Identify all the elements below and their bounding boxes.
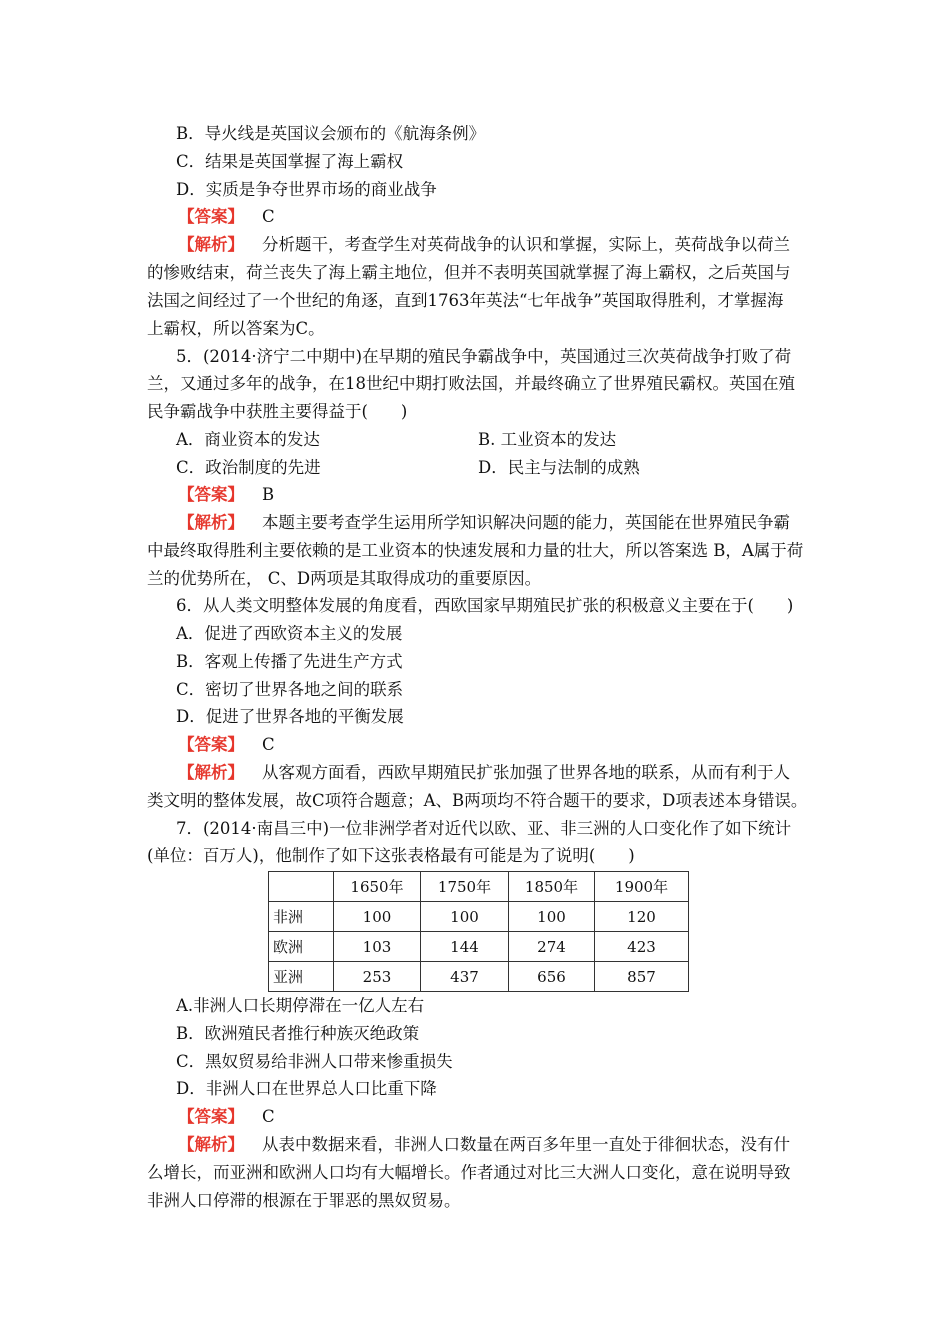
answer-value: C (262, 1107, 275, 1126)
table-header-cell: 1850年 (509, 872, 595, 902)
answer-tag: 【答案】 (178, 207, 244, 226)
q6-answer (178, 731, 838, 759)
table-cell: 437 (421, 962, 509, 992)
q5-stem-line: 兰，又通过多年的战争，在18世纪中期打败法国，并最终确立了世界殖民霸权。英国在殖 (147, 374, 795, 393)
q7-option-b: B．欧洲殖民者推行种族灭绝政策 (176, 1024, 420, 1043)
table-header-cell: 1900年 (595, 872, 689, 902)
q5-analysis-line: 兰的优势所在， C、D两项是其取得成功的重要原因。 (147, 569, 542, 588)
q6-analysis-line (178, 759, 838, 787)
q7-analysis-line (178, 1131, 838, 1159)
q5-answer (178, 481, 838, 509)
q7-option-d: D．非洲人口在世界总人口比重下降 (176, 1079, 437, 1098)
q5-options-row (176, 454, 836, 482)
q5-option-d: D．民主与法制的成熟 (478, 458, 640, 477)
table-row-label: 非洲 (269, 902, 334, 932)
q4-option-d: D．实质是争夺世界市场的商业战争 (176, 180, 437, 199)
q4-analysis-line: 上霸权，所以答案为C。 (147, 319, 325, 338)
answer-value: B (262, 485, 275, 504)
table-header-cell: 1750年 (421, 872, 509, 902)
table-row (269, 902, 689, 932)
table-cell: 103 (334, 932, 421, 962)
q6-option-d: D．促进了世界各地的平衡发展 (176, 707, 404, 726)
q4-option-c: C．结果是英国掌握了海上霸权 (176, 152, 404, 171)
analysis-tag: 【解析】 (178, 763, 244, 782)
q5-stem-line: 民争霸战争中获胜主要得益于( ) (147, 402, 408, 421)
table-cell: 423 (595, 932, 689, 962)
table-cell: 253 (334, 962, 421, 992)
table-cell: 144 (421, 932, 509, 962)
q4-analysis-line: 的惨败结束，荷兰丧失了海上霸主地位，但并不表明英国就掌握了海上霸权，之后英国与 (147, 263, 791, 282)
table-cell: 100 (334, 902, 421, 932)
population-table (268, 871, 689, 992)
q4-analysis-line (178, 231, 838, 259)
analysis-text: 本题主要考查学生运用所学知识解决问题的能力，英国能在世界殖民争霸 (262, 513, 790, 532)
answer-tag: 【答案】 (178, 1107, 244, 1126)
analysis-text: 从表中数据来看，非洲人口数量在两百多年里一直处于徘徊状态，没有什 (262, 1135, 790, 1154)
table-cell: 274 (509, 932, 595, 962)
analysis-tag: 【解析】 (178, 235, 244, 254)
table-header-row (269, 872, 689, 902)
q5-options-row (176, 426, 836, 454)
analysis-tag: 【解析】 (178, 513, 244, 532)
answer-value: C (262, 735, 275, 754)
q7-analysis-line: 么增长，而亚洲和欧洲人口均有大幅增长。作者通过对比三大洲人口变化，意在说明导致 (147, 1163, 791, 1182)
q7-option-a: A.非洲人口长期停滞在一亿人左右 (176, 996, 425, 1015)
q6-analysis-line: 类文明的整体发展，故C项符合题意；A、B两项均不符合题干的要求，D项表述本身错误。 (147, 791, 808, 810)
table-header-cell: 1650年 (334, 872, 421, 902)
analysis-text: 从客观方面看，西欧早期殖民扩张加强了世界各地的联系，从而有利于人 (262, 763, 790, 782)
q6-stem: 6．从人类文明整体发展的角度看，西欧国家早期殖民扩张的积极意义主要在于( ) (176, 596, 794, 615)
q5-stem-line: 5．(2014·济宁二中期中)在早期的殖民争霸战争中，英国通过三次英荷战争打败了荷 (176, 347, 792, 366)
q7-option-c: C．黑奴贸易给非洲人口带来惨重损失 (176, 1052, 453, 1071)
q7-stem-line: (单位：百万人)，他制作了如下这张表格最有可能是为了说明( ) (147, 846, 635, 865)
table-row-label: 欧洲 (269, 932, 334, 962)
table-cell: 656 (509, 962, 595, 992)
q7-answer (178, 1103, 838, 1131)
q5-option-b: B. 工业资本的发达 (478, 430, 617, 449)
q6-option-b: B．客观上传播了先进生产方式 (176, 652, 403, 671)
q4-analysis-line: 法国之间经过了一个世纪的角逐，直到1763年英法“七年战争”英国取得胜利，才掌握海 (147, 291, 784, 310)
table-row (269, 962, 689, 992)
analysis-text: 分析题干，考查学生对英荷战争的认识和掌握，实际上，英荷战争以荷兰 (262, 235, 790, 254)
q7-stem-line: 7．(2014·南昌三中)一位非洲学者对近代以欧、亚、非三洲的人口变化作了如下统计 (176, 819, 792, 838)
q4-answer (178, 203, 838, 231)
table-row-label: 亚洲 (269, 962, 334, 992)
answer-value: C (262, 207, 275, 226)
answer-tag: 【答案】 (178, 485, 244, 504)
q5-option-a: A．商业资本的发达 (176, 430, 320, 449)
q6-option-a: A．促进了西欧资本主义的发展 (176, 624, 403, 643)
q5-analysis-line (178, 509, 838, 537)
answer-tag: 【答案】 (178, 735, 244, 754)
table-cell: 857 (595, 962, 689, 992)
table-cell: 100 (421, 902, 509, 932)
q6-option-c: C．密切了世界各地之间的联系 (176, 680, 404, 699)
table-cell: 100 (509, 902, 595, 932)
table-corner-cell (269, 872, 334, 902)
q5-option-c: C．政治制度的先进 (176, 458, 321, 477)
q7-analysis-line: 非洲人口停滞的根源在于罪恶的黑奴贸易。 (147, 1191, 461, 1210)
q4-option-b: B．导火线是英国议会颁布的《航海条例》 (176, 124, 486, 143)
table-cell: 120 (595, 902, 689, 932)
table-row (269, 932, 689, 962)
q5-analysis-line: 中最终取得胜利主要依赖的是工业资本的快速发展和力量的壮大，所以答案选 B，A属于荷 (147, 541, 804, 560)
analysis-tag: 【解析】 (178, 1135, 244, 1154)
